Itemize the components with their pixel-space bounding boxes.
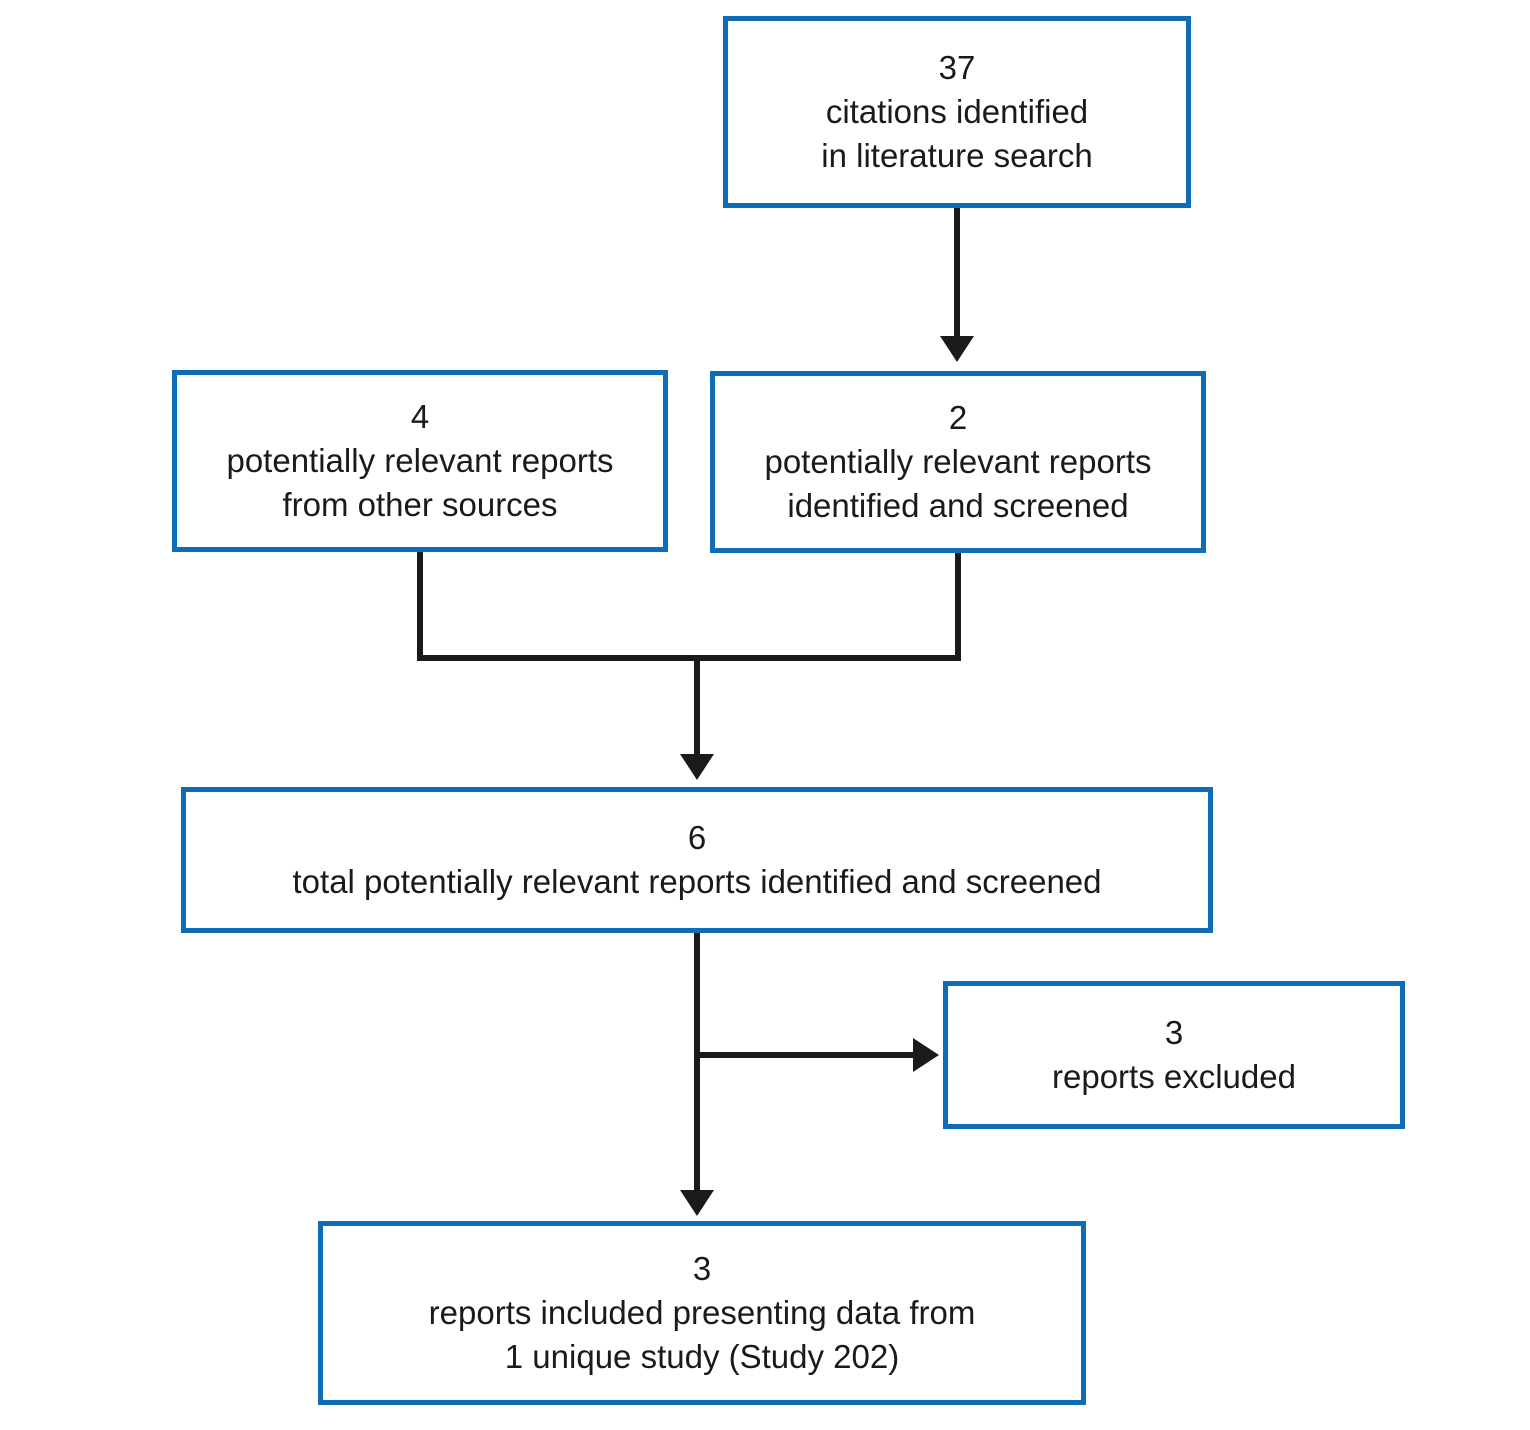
- arrowhead-total-to-excluded: [913, 1038, 939, 1072]
- excluded-count: 3: [1164, 1014, 1184, 1051]
- connector-merge-horizontal: [417, 655, 961, 661]
- total-count: 6: [687, 819, 707, 856]
- box-total: [181, 787, 1213, 933]
- box-excluded: [943, 981, 1405, 1129]
- box-citations-identified: [723, 16, 1191, 208]
- included-line-2: 1 unique study (Study 202): [504, 1338, 900, 1375]
- arrowhead-total-to-included: [680, 1190, 714, 1216]
- other-sources-count: 4: [410, 398, 430, 435]
- other-sources-line-1: potentially relevant reports: [226, 442, 614, 479]
- connector-screened-drop: [955, 553, 961, 661]
- connector-total-to-included: [694, 933, 700, 1192]
- connector-merge-to-total: [694, 661, 700, 756]
- total-line-1: total potentially relevant reports identified and screened: [292, 863, 1102, 900]
- arrowhead-citations-to-screened: [940, 336, 974, 362]
- arrowhead-merge-to-total: [680, 754, 714, 780]
- excluded-line-1: reports excluded: [1052, 1058, 1296, 1095]
- screened-line-2: identified and screened: [787, 487, 1129, 524]
- box-included: [318, 1221, 1086, 1405]
- citations-line-2: in literature search: [821, 137, 1093, 174]
- connector-total-to-excluded: [694, 1052, 915, 1058]
- connector-citations-to-screened: [954, 208, 960, 338]
- box-screened: [710, 371, 1206, 553]
- screened-count: 2: [948, 399, 968, 436]
- other-sources-line-2: from other sources: [282, 486, 558, 523]
- included-count: 3: [692, 1250, 712, 1287]
- included-line-1: reports included presenting data from: [428, 1294, 976, 1331]
- citations-line-1: citations identified: [825, 93, 1089, 130]
- connector-other-sources-drop: [417, 552, 423, 661]
- citations-count: 37: [938, 49, 976, 86]
- screened-line-1: potentially relevant reports: [764, 443, 1152, 480]
- box-other-sources: [172, 370, 668, 552]
